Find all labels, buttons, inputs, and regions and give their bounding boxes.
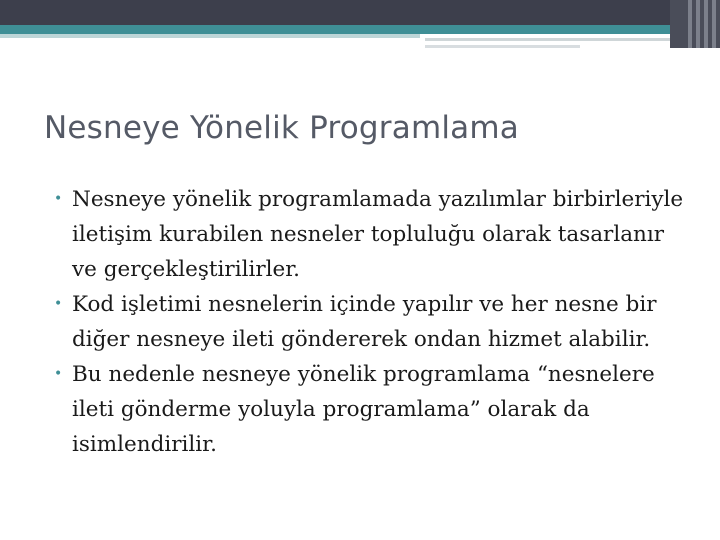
corner-stripe (712, 0, 716, 48)
bullet-list (50, 182, 690, 462)
bullet-text: Nesneye yönelik programlamada yazılımlar birbirleriyle iletişim kurabilen nesneler topluluğu olarak tasarlanır ve gerçekleştirilirler. (72, 187, 684, 282)
bullet-icon: • (54, 366, 63, 382)
bullet-item (50, 357, 690, 462)
bullet-text: Kod işletimi nesnelerin içinde yapılır ve her nesne bir diğer nesneye ileti göndererek ondan hizmet alabilir. (72, 292, 657, 352)
corner-stripe (688, 0, 692, 48)
bullet-icon: • (54, 191, 63, 207)
slide-title: Nesneye Yönelik Programlama (44, 110, 519, 146)
header-accent-line (425, 38, 670, 41)
header-teal-bar (0, 25, 720, 34)
corner-stripe (704, 0, 708, 48)
header-accent-line-short (425, 45, 580, 48)
bullet-item (50, 287, 690, 357)
header-dark-bar (0, 0, 720, 25)
bullet-icon: • (54, 296, 63, 312)
bullet-text: Bu nedenle nesneye yönelik programlama “nesnelere ileti gönderme yoluyla programlama” olarak da isimlendirilir. (72, 362, 655, 457)
bullet-item (50, 182, 690, 287)
header-light-bar (0, 34, 420, 38)
corner-stripe (696, 0, 700, 48)
